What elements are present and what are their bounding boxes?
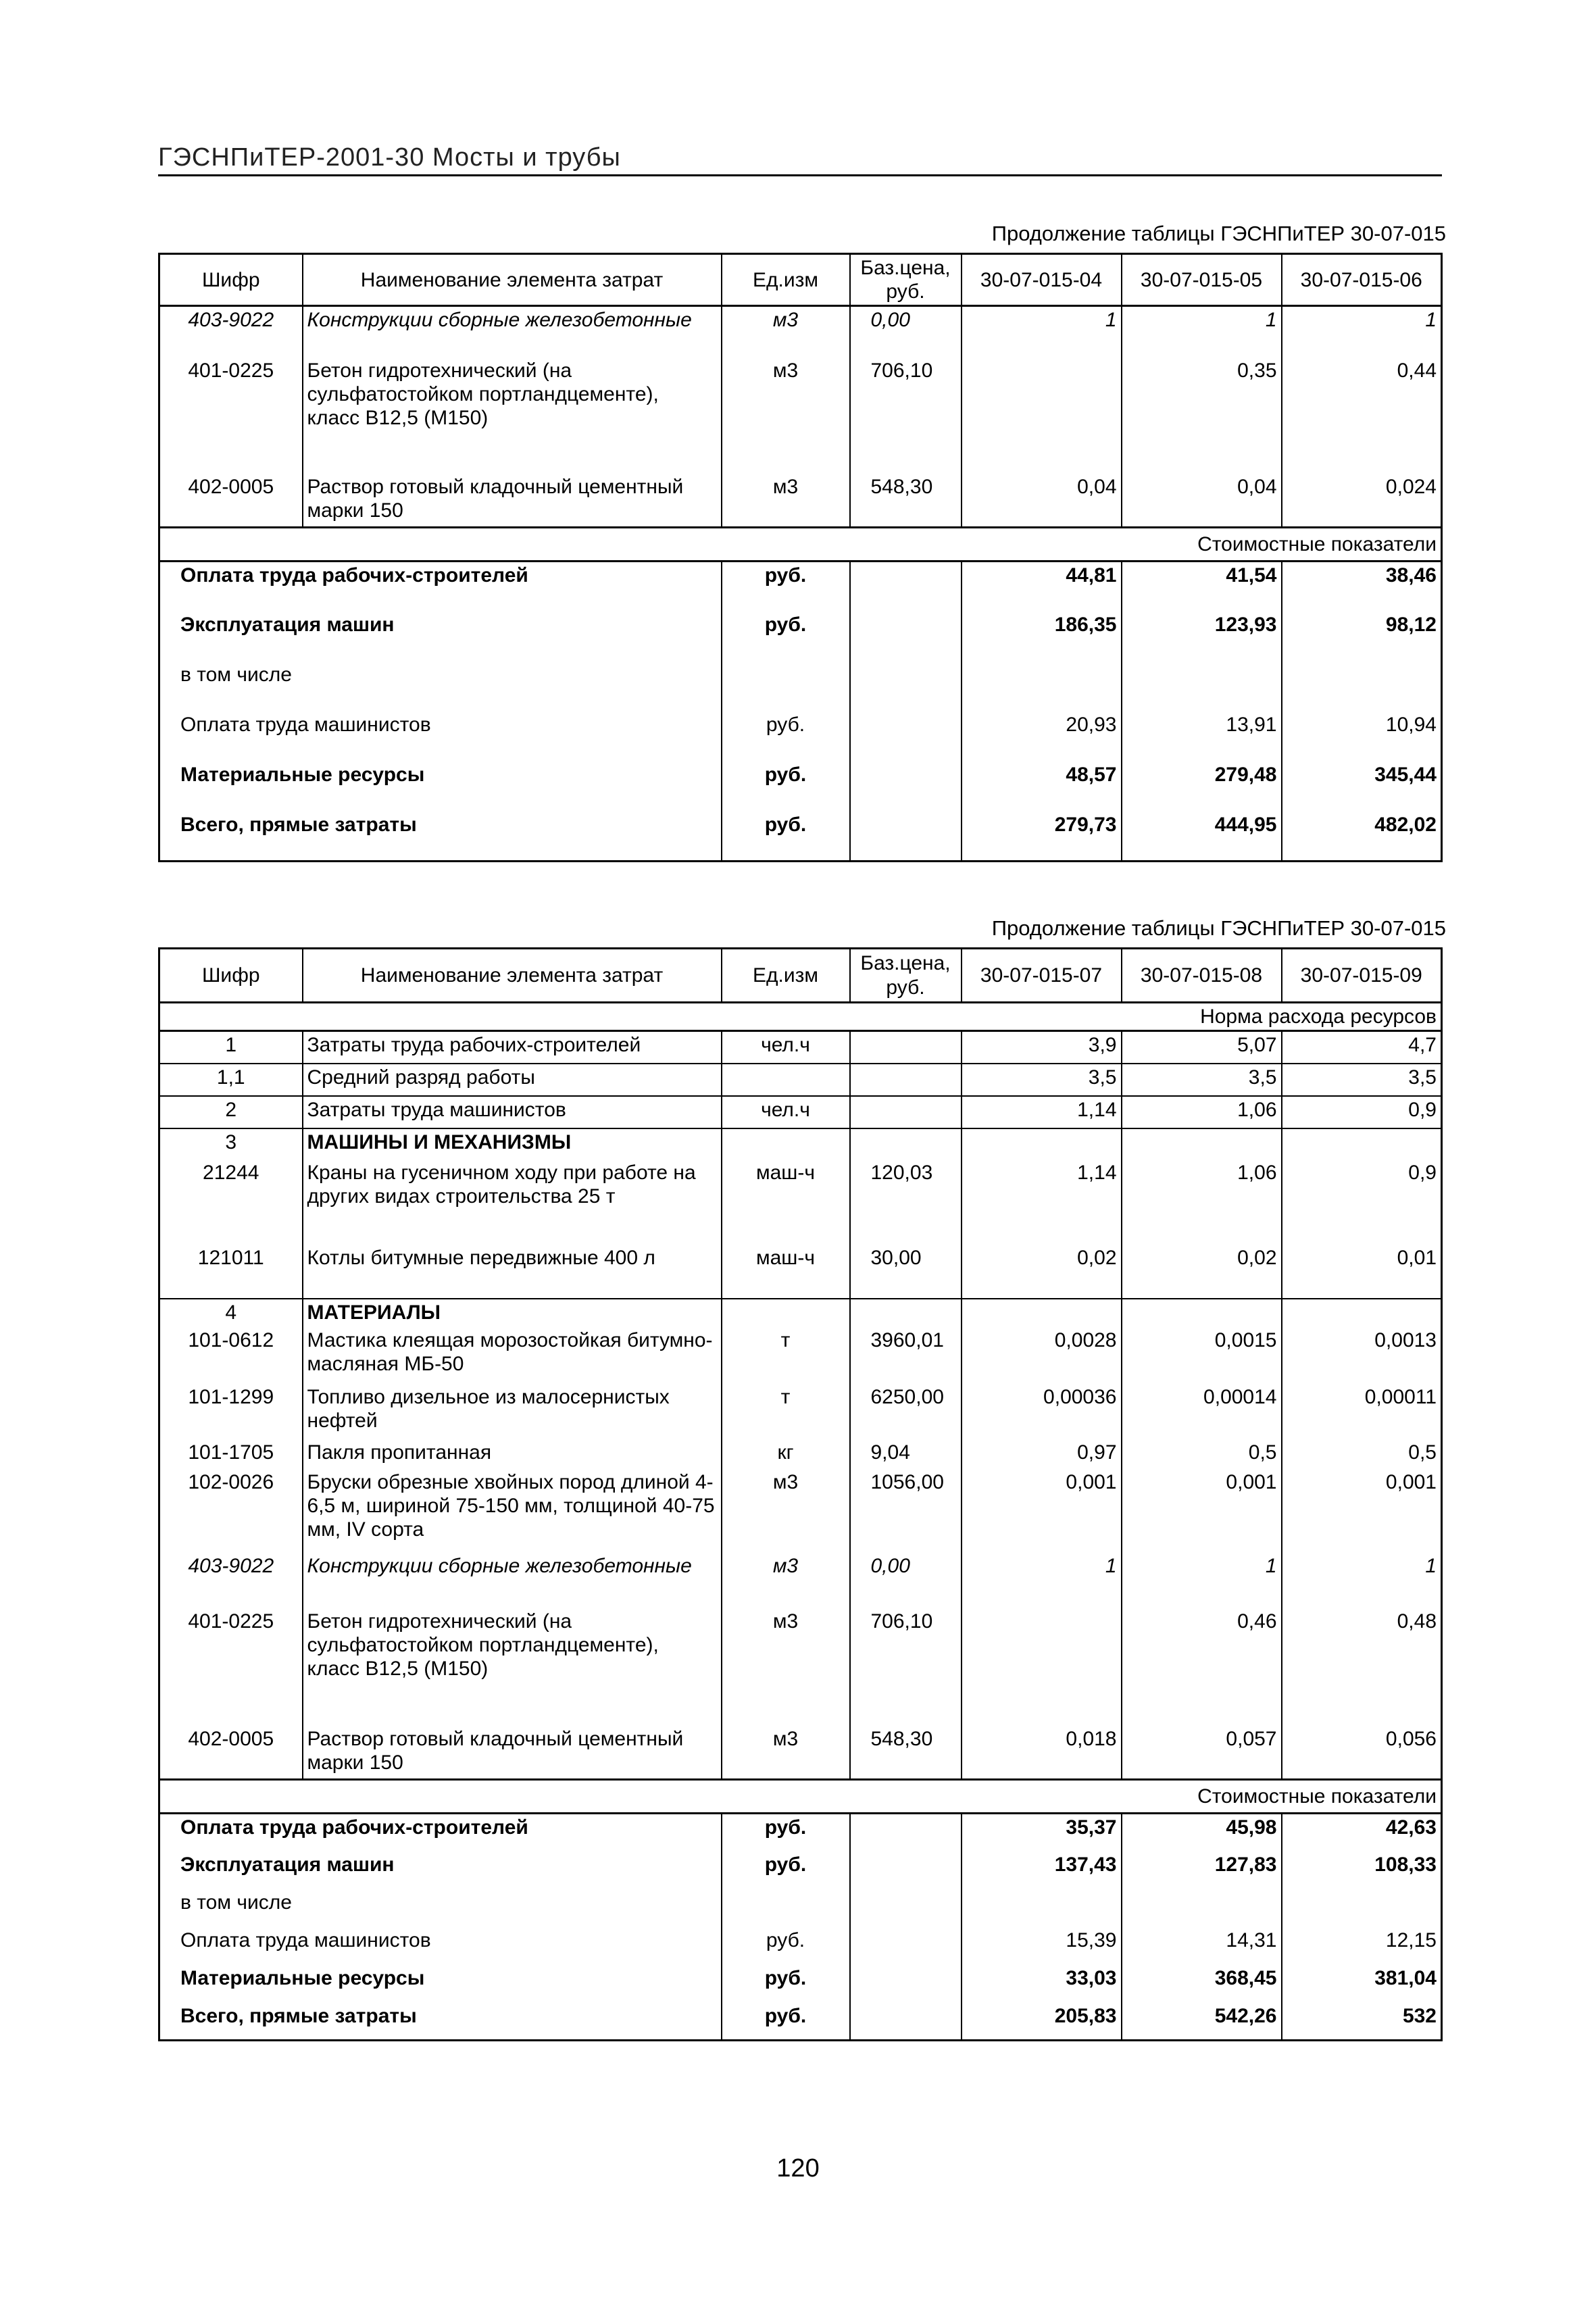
cost-value: 137,43	[962, 1851, 1122, 1889]
cost-value	[962, 662, 1122, 712]
cost-value: 14,31	[1122, 1927, 1282, 1965]
col-header-unit: Ед.изм	[722, 949, 850, 1003]
resource-code: 121011	[159, 1245, 303, 1299]
resource-unit: м3	[722, 1726, 850, 1780]
table-row	[159, 1096, 1442, 1128]
cost-value: 444,95	[1122, 812, 1282, 862]
norm-value: 0,018	[962, 1726, 1122, 1780]
resource-price: 1056,00	[850, 1469, 962, 1553]
cost-row	[159, 712, 1442, 762]
table-row	[159, 1469, 1442, 1553]
table-row	[159, 1064, 1442, 1096]
resource-unit: м3	[722, 474, 850, 528]
cost-value: 542,26	[1122, 2003, 1282, 2041]
col-header-unit: Ед.изм	[722, 254, 850, 306]
resource-price: 6250,00	[850, 1384, 962, 1439]
cost-row	[159, 562, 1442, 612]
table1	[158, 253, 1443, 862]
resource-price	[850, 1031, 962, 1064]
resource-unit: м3	[722, 1553, 850, 1608]
norm-value: 1	[962, 306, 1122, 357]
resource-code: 403-9022	[159, 1553, 303, 1608]
table-row	[159, 1608, 1442, 1726]
cost-value: 33,03	[962, 1965, 1122, 2003]
cost-row	[159, 1814, 1442, 1851]
resource-name: Раствор готовый кладочный цементный марки 150	[303, 1726, 722, 1780]
norm-value: 0,00011	[1282, 1384, 1442, 1439]
norm-value: 0,001	[1282, 1469, 1442, 1553]
cost-row	[159, 662, 1442, 712]
norm-value: 0,024	[1282, 474, 1442, 528]
resource-name: Затраты труда машинистов	[303, 1096, 722, 1128]
table-row	[159, 1160, 1442, 1245]
col-header-price: Баз.цена, руб.	[850, 254, 962, 306]
norm-value: 0,5	[1122, 1439, 1282, 1469]
resource-price	[850, 1096, 962, 1128]
resource-name: Бетон гидротехнический (на сульфатостойком портландцементе), класс В12,5 (М150)	[303, 357, 722, 474]
cost-label: Материальные ресурсы	[159, 1965, 722, 2003]
cost-value: 368,45	[1122, 1965, 1282, 2003]
resource-code: 402-0005	[159, 474, 303, 528]
cost-value	[962, 1889, 1122, 1927]
resource-name: Мастика клеящая морозостойкая битумно-масляная МБ-50	[303, 1327, 722, 1384]
resource-code: 1,1	[159, 1064, 303, 1096]
table-row	[159, 1031, 1442, 1064]
resource-name: Затраты труда рабочих-строителей	[303, 1031, 722, 1064]
norm-value: 1	[1122, 1553, 1282, 1608]
resource-unit	[722, 1064, 850, 1096]
resource-name: Котлы битумные передвижные 400 л	[303, 1245, 722, 1299]
cost-label: Оплата труда машинистов	[159, 1927, 722, 1965]
norm-band-row	[159, 1003, 1442, 1031]
norm-value: 3,5	[1122, 1064, 1282, 1096]
table-row	[159, 306, 1442, 357]
cost-label: Эксплуатация машин	[159, 612, 722, 662]
cost-label: в том числе	[159, 1889, 722, 1927]
cost-unit	[722, 662, 850, 712]
col-header-price: Баз.цена, руб.	[850, 949, 962, 1003]
norm-value: 1,06	[1122, 1096, 1282, 1128]
cost-value: 13,91	[1122, 712, 1282, 762]
norm-value: 4,7	[1282, 1031, 1442, 1064]
resource-unit: м3	[722, 1608, 850, 1726]
resource-price: 9,04	[850, 1439, 962, 1469]
resource-price: 706,10	[850, 1608, 962, 1726]
cost-band-label: Стоимостные показатели	[159, 1780, 1442, 1814]
norm-value: 1,06	[1122, 1160, 1282, 1245]
cost-value: 186,35	[962, 612, 1122, 662]
cost-label: Всего, прямые затраты	[159, 2003, 722, 2041]
resource-code: 2	[159, 1096, 303, 1128]
cost-unit: руб.	[722, 762, 850, 812]
cost-unit: руб.	[722, 562, 850, 612]
cost-value: 205,83	[962, 2003, 1122, 2041]
table1-header-row	[159, 254, 1442, 306]
norm-value: 0,9	[1282, 1096, 1442, 1128]
table-row	[159, 1245, 1442, 1299]
cost-value: 123,93	[1122, 612, 1282, 662]
norm-value: 0,01	[1282, 1245, 1442, 1299]
cost-row	[159, 1851, 1442, 1889]
resource-price: 0,00	[850, 1553, 962, 1608]
resource-unit: маш-ч	[722, 1160, 850, 1245]
cost-value	[1122, 1889, 1282, 1927]
col-header-code: Шифр	[159, 949, 303, 1003]
resource-unit: чел.ч	[722, 1096, 850, 1128]
col-header-norm-2: 30-07-015-05	[1122, 254, 1282, 306]
cost-value: 127,83	[1122, 1851, 1282, 1889]
cost-unit: руб.	[722, 1851, 850, 1889]
resource-unit: т	[722, 1384, 850, 1439]
norm-value: 0,0013	[1282, 1327, 1442, 1384]
cost-value: 279,73	[962, 812, 1122, 862]
resource-code: 401-0225	[159, 357, 303, 474]
cost-unit: руб.	[722, 712, 850, 762]
cost-value: 48,57	[962, 762, 1122, 812]
cost-unit: руб.	[722, 812, 850, 862]
cost-label: в том числе	[159, 662, 722, 712]
cost-label: Эксплуатация машин	[159, 1851, 722, 1889]
cost-value	[1282, 1889, 1442, 1927]
cost-value	[1122, 662, 1282, 712]
norm-value: 1	[1282, 306, 1442, 357]
cost-unit: руб.	[722, 612, 850, 662]
resource-price: 120,03	[850, 1160, 962, 1245]
table2-caption: Продолжение таблицы ГЭСНПиТЕР 30-07-015	[991, 916, 1446, 940]
col-header-norm-2: 30-07-015-08	[1122, 949, 1282, 1003]
cost-value: 44,81	[962, 562, 1122, 612]
norm-value: 0,001	[1122, 1469, 1282, 1553]
cost-band-row	[159, 1780, 1442, 1814]
resource-unit: чел.ч	[722, 1031, 850, 1064]
running-head: ГЭСНПиТЕР-2001-30 Мосты и трубы	[158, 143, 621, 172]
norm-value: 0,44	[1282, 357, 1442, 474]
norm-value: 0,97	[962, 1439, 1122, 1469]
table2	[158, 947, 1443, 2041]
resource-code: 101-0612	[159, 1327, 303, 1384]
cost-value: 12,15	[1282, 1927, 1442, 1965]
col-header-norm-3: 30-07-015-09	[1282, 949, 1442, 1003]
resource-code: 1	[159, 1031, 303, 1064]
resource-name: Средний разряд работы	[303, 1064, 722, 1096]
cost-value: 279,48	[1122, 762, 1282, 812]
resource-name: Конструкции сборные железобетонные	[303, 306, 722, 357]
cost-value: 381,04	[1282, 1965, 1442, 2003]
norm-value	[962, 357, 1122, 474]
cost-value: 35,37	[962, 1814, 1122, 1851]
cost-value: 45,98	[1122, 1814, 1282, 1851]
norm-band-label: Норма расхода ресурсов	[159, 1003, 1442, 1031]
norm-value: 0,02	[1122, 1245, 1282, 1299]
table-row	[159, 1726, 1442, 1780]
norm-value: 0,0015	[1122, 1327, 1282, 1384]
resource-name: Пакля пропитанная	[303, 1439, 722, 1469]
norm-value	[962, 1608, 1122, 1726]
resource-price	[850, 1064, 962, 1096]
cost-row	[159, 762, 1442, 812]
norm-value: 5,07	[1122, 1031, 1282, 1064]
norm-value: 1	[1122, 306, 1282, 357]
resource-code: 402-0005	[159, 1726, 303, 1780]
cost-value: 15,39	[962, 1927, 1122, 1965]
resource-unit: маш-ч	[722, 1245, 850, 1299]
norm-value: 1,14	[962, 1096, 1122, 1128]
resource-name: Бетон гидротехнический (на сульфатостойком портландцементе), класс В12,5 (М150)	[303, 1608, 722, 1726]
cost-label: Материальные ресурсы	[159, 762, 722, 812]
cost-value	[1282, 662, 1442, 712]
norm-value: 0,46	[1122, 1608, 1282, 1726]
resource-name: Раствор готовый кладочный цементный марки 150	[303, 474, 722, 528]
cost-value: 345,44	[1282, 762, 1442, 812]
cost-band-row	[159, 528, 1442, 562]
resource-code: 21244	[159, 1160, 303, 1245]
resource-price: 30,00	[850, 1245, 962, 1299]
col-header-norm-1: 30-07-015-07	[962, 949, 1122, 1003]
norm-value: 0,04	[962, 474, 1122, 528]
cost-value: 108,33	[1282, 1851, 1442, 1889]
resource-unit: т	[722, 1327, 850, 1384]
resource-code: 403-9022	[159, 306, 303, 357]
norm-value: 3,5	[1282, 1064, 1442, 1096]
resource-name: Топливо дизельное из малосернистых нефтей	[303, 1384, 722, 1439]
table-row	[159, 1553, 1442, 1608]
cost-row	[159, 812, 1442, 862]
resource-name: Конструкции сборные железобетонные	[303, 1553, 722, 1608]
page-number: 120	[776, 2154, 820, 2183]
norm-value: 0,48	[1282, 1608, 1442, 1726]
cost-row	[159, 612, 1442, 662]
cost-band-label: Стоимостные показатели	[159, 528, 1442, 562]
norm-value: 0,5	[1282, 1439, 1442, 1469]
table-row	[159, 1384, 1442, 1439]
col-header-name: Наименование элемента затрат	[303, 949, 722, 1003]
cost-value: 41,54	[1122, 562, 1282, 612]
resource-code: 102-0026	[159, 1469, 303, 1553]
col-header-name: Наименование элемента затрат	[303, 254, 722, 306]
resource-code: 101-1299	[159, 1384, 303, 1439]
resource-unit: м3	[722, 357, 850, 474]
cost-row	[159, 2003, 1442, 2041]
norm-value: 0,001	[962, 1469, 1122, 1553]
cost-value: 20,93	[962, 712, 1122, 762]
resource-price: 0,00	[850, 306, 962, 357]
cost-value: 38,46	[1282, 562, 1442, 612]
norm-value: 1,14	[962, 1160, 1122, 1245]
cost-label: Оплата труда машинистов	[159, 712, 722, 762]
resource-code: 101-1705	[159, 1439, 303, 1469]
norm-value: 0,0028	[962, 1327, 1122, 1384]
norm-value: 3,5	[962, 1064, 1122, 1096]
cost-value: 42,63	[1282, 1814, 1442, 1851]
col-header-norm-1: 30-07-015-04	[962, 254, 1122, 306]
norm-value: 0,04	[1122, 474, 1282, 528]
table-row	[159, 474, 1442, 528]
norm-value: 0,9	[1282, 1160, 1442, 1245]
section-code: 4	[159, 1299, 303, 1327]
cost-value: 532	[1282, 2003, 1442, 2041]
cost-row	[159, 1889, 1442, 1927]
table2-header-row	[159, 949, 1442, 1003]
norm-value: 0,056	[1282, 1726, 1442, 1780]
cost-unit: руб.	[722, 2003, 850, 2041]
section-title: МАТЕРИАЛЫ	[303, 1299, 722, 1327]
norm-value: 0,35	[1122, 357, 1282, 474]
cost-row	[159, 1927, 1442, 1965]
section-code: 3	[159, 1128, 303, 1160]
table-row	[159, 1439, 1442, 1469]
cost-row	[159, 1965, 1442, 2003]
norm-value: 0,00014	[1122, 1384, 1282, 1439]
norm-value: 0,00036	[962, 1384, 1122, 1439]
section-title: МАШИНЫ И МЕХАНИЗМЫ	[303, 1128, 722, 1160]
norm-value: 1	[1282, 1553, 1442, 1608]
norm-value: 0,057	[1122, 1726, 1282, 1780]
resource-unit: м3	[722, 306, 850, 357]
col-header-norm-3: 30-07-015-06	[1282, 254, 1442, 306]
col-header-code: Шифр	[159, 254, 303, 306]
cost-label: Всего, прямые затраты	[159, 812, 722, 862]
norm-value: 1	[962, 1553, 1122, 1608]
header-rule	[158, 174, 1442, 176]
cost-unit: руб.	[722, 1814, 850, 1851]
resource-code: 401-0225	[159, 1608, 303, 1726]
resource-price: 706,10	[850, 357, 962, 474]
section-row-materials	[159, 1299, 1442, 1327]
norm-value: 3,9	[962, 1031, 1122, 1064]
cost-unit: руб.	[722, 1927, 850, 1965]
resource-price: 548,30	[850, 1726, 962, 1780]
resource-name: Бруски обрезные хвойных пород длиной 4-6,5 м, шириной 75-150 мм, толщиной 40-75 мм, IV сорта	[303, 1469, 722, 1553]
resource-price: 3960,01	[850, 1327, 962, 1384]
resource-name: Краны на гусеничном ходу при работе на других видах строительства 25 т	[303, 1160, 722, 1245]
table1-caption: Продолжение таблицы ГЭСНПиТЕР 30-07-015	[991, 222, 1446, 245]
table-row	[159, 357, 1442, 474]
section-row-machines	[159, 1128, 1442, 1160]
cost-value: 98,12	[1282, 612, 1442, 662]
resource-unit: м3	[722, 1469, 850, 1553]
cost-value: 10,94	[1282, 712, 1442, 762]
table-row	[159, 1327, 1442, 1384]
cost-label: Оплата труда рабочих-строителей	[159, 562, 722, 612]
resource-unit: кг	[722, 1439, 850, 1469]
cost-label: Оплата труда рабочих-строителей	[159, 1814, 722, 1851]
cost-unit	[722, 1889, 850, 1927]
cost-value: 482,02	[1282, 812, 1442, 862]
norm-value: 0,02	[962, 1245, 1122, 1299]
resource-price: 548,30	[850, 474, 962, 528]
cost-unit: руб.	[722, 1965, 850, 2003]
